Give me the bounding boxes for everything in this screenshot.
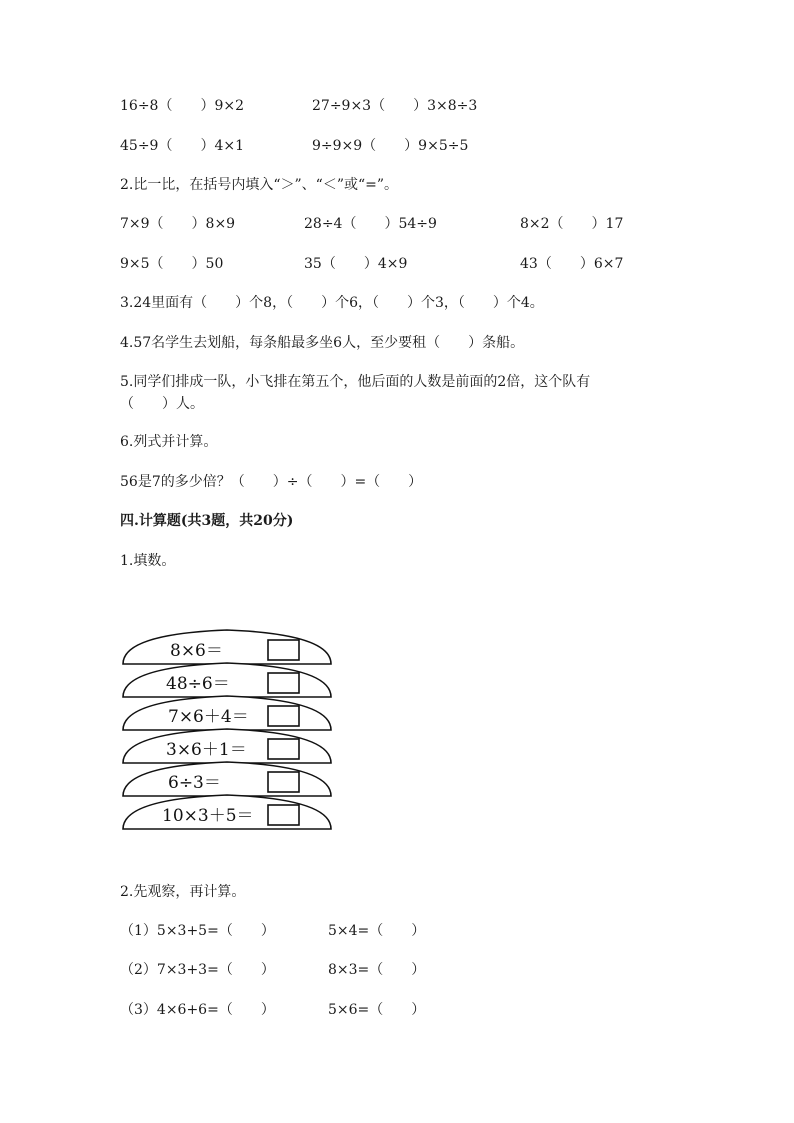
section-heading: 四.计算题(共3题，共20分) xyxy=(120,513,294,529)
question-3: 3.24里面有（ ）个8，（ ）个6，（ ）个3，（ ）个4。 xyxy=(120,295,544,311)
expression-label: 6÷3＝ xyxy=(168,773,221,793)
calculation-item: （3）4×6+6=（ ） xyxy=(120,1002,275,1018)
arch-stack-figure xyxy=(118,626,338,836)
section-4-question-1-title: 1.填数。 xyxy=(120,553,176,569)
question-2-title: 2.比一比，在括号内填入“＞”、“＜”或“=”。 xyxy=(120,177,399,193)
calculation-item: （1）5×3+5=（ ） xyxy=(120,923,275,939)
comparison-item: 43（ ）6×7 xyxy=(520,256,624,272)
answer-box[interactable] xyxy=(268,739,299,759)
comparison-item: 9÷9×9（ ）9×5÷5 xyxy=(312,138,469,154)
answer-box[interactable] xyxy=(268,772,299,792)
arch-item xyxy=(123,630,331,664)
question-5-line-1: 5.同学们排成一队，小飞排在第五个，他后面的人数是前面的2倍，这个队有 xyxy=(120,374,591,390)
comparison-item: 45÷9（ ）4×1 xyxy=(120,138,244,154)
comparison-item: 9×5（ ）50 xyxy=(120,256,224,272)
calculation-item: 5×6=（ ） xyxy=(328,1002,426,1018)
comparison-item: 35（ ）4×9 xyxy=(304,256,408,272)
answer-box[interactable] xyxy=(268,673,299,693)
calculation-item: 5×4=（ ） xyxy=(328,923,426,939)
expression-label: 7×6＋4＝ xyxy=(168,707,249,727)
comparison-item: 28÷4（ ）54÷9 xyxy=(304,216,437,232)
answer-box[interactable] xyxy=(268,805,299,825)
arch-item xyxy=(123,762,331,796)
calculation-item: （2）7×3+3=（ ） xyxy=(120,962,275,978)
calculation-item: 8×3=（ ） xyxy=(328,962,426,978)
answer-box[interactable] xyxy=(268,706,299,726)
arch-item xyxy=(123,696,331,730)
expression-label: 48÷6＝ xyxy=(166,674,230,694)
comparison-item: 8×2（ ）17 xyxy=(520,216,624,232)
answer-box[interactable] xyxy=(268,640,299,660)
question-5-line-2: （ ）人。 xyxy=(120,396,204,412)
expression-label: 10×3＋5＝ xyxy=(162,806,254,826)
comparison-item: 27÷9×3（ ）3×8÷3 xyxy=(312,98,478,114)
question-6-title: 6.列式并计算。 xyxy=(120,434,218,450)
comparison-item: 16÷8（ ）9×2 xyxy=(120,98,244,114)
question-4: 4.57名学生去划船，每条船最多坐6人，至少要租（ ）条船。 xyxy=(120,335,525,351)
question-6-text: 56是7的多少倍？（ ）÷（ ）=（ ） xyxy=(120,474,423,490)
expression-label: 3×6＋1＝ xyxy=(166,740,247,760)
comparison-item: 7×9（ ）8×9 xyxy=(120,216,236,232)
expression-label: 8×6＝ xyxy=(170,641,223,661)
section-4-question-2-title: 2.先观察，再计算。 xyxy=(120,884,246,900)
arch-item xyxy=(123,795,331,829)
arch-item xyxy=(123,729,331,763)
arch-item xyxy=(123,663,331,697)
